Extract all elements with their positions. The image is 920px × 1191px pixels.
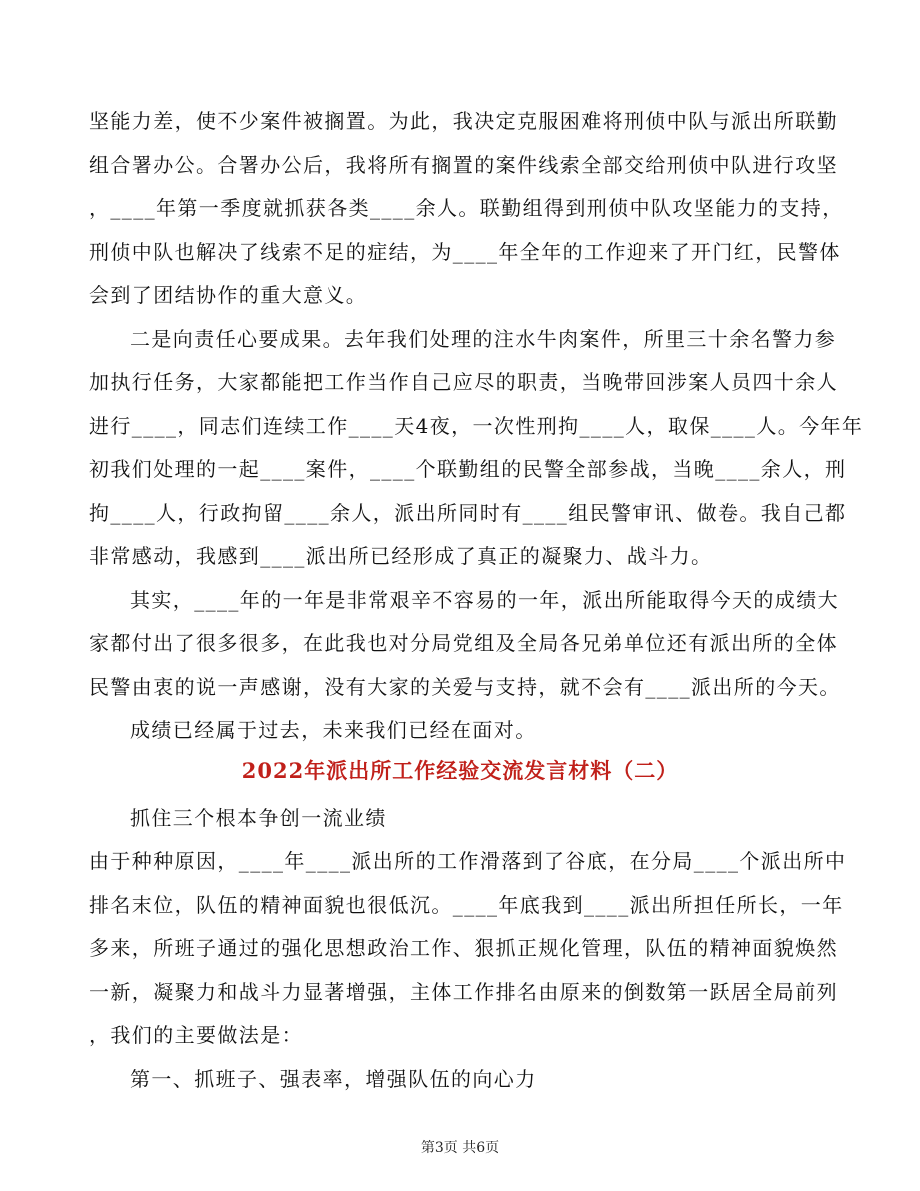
paragraph-line: ，我们的主要做法是：: [89, 1023, 303, 1047]
paragraph-line: 拘____人，行政拘留____余人，派出所同时有____组民警审讯、做卷。我自己都: [89, 501, 847, 525]
paragraph-line: 二是向责任心要成果。去年我们处理的注水牛肉案件，所里三十余名警力参: [130, 327, 837, 351]
paragraph-line: 初我们处理的一起____案件，____个联勤组的民警全部参战，当晚____余人，刑: [89, 457, 847, 481]
paragraph-line: 坚能力差，使不少案件被搁置。为此，我决定克服困难将刑侦中队与派出所联勤: [89, 109, 838, 133]
paragraph-line: 民警由衷的说一声感谢，没有大家的关爱与支持，就不会有____派出所的今天。: [89, 675, 841, 699]
paragraph-line: 其实，____年的一年是非常艰辛不容易的一年，派出所能取得今天的成绩大: [130, 588, 839, 612]
paragraph-line: 加执行任务，大家都能把工作当作自己应尽的职责，当晚带回涉案人员四十余人: [89, 370, 838, 394]
paragraph-line: 抓住三个根本争创一流业绩: [130, 806, 387, 830]
paragraph-line: 成绩已经属于过去，未来我们已经在面对。: [130, 718, 537, 742]
paragraph-line: 排名末位，队伍的精神面貌也很低沉。____年底我到____派出所担任所长，一年: [89, 893, 844, 917]
paragraph-line: 进行____，同志们连续工作____天4夜，一次性刑拘____人，取保____人。今年年: [89, 414, 864, 438]
paragraph-line: ，____年第一季度就抓获各类____余人。联勤组得到刑侦中队攻坚能力的支持，: [89, 196, 844, 220]
paragraph-line: 会到了团结协作的重大意义。: [89, 283, 368, 307]
section-title: 2022年派出所工作经验交流发言材料（二）: [241, 758, 679, 783]
paragraph-line: 由于种种原因，____年____派出所的工作滑落到了谷底，在分局____个派出所中: [89, 849, 847, 873]
paragraph-line: 一新，凝聚力和战斗力显著增强，主体工作排名由原来的倒数第一跃居全局前列: [89, 980, 838, 1004]
paragraph-line: 非常感动，我感到____派出所已经形成了真正的凝聚力、战斗力。: [89, 544, 713, 568]
paragraph-line: 多来，所班子通过的强化思想政治工作、狠抓正规化管理，队伍的精神面貌焕然: [89, 936, 838, 960]
paragraph-line: 第一、抓班子、强表率，增强队伍的向心力: [130, 1067, 537, 1091]
page-number: 第3页 共6页: [420, 1140, 500, 1156]
paragraph-line: 刑侦中队也解决了线索不足的症结，为____年全年的工作迎来了开门红，民警体: [89, 240, 841, 264]
paragraph-line: 家都付出了很多很多，在此我也对分局党组及全局各兄弟单位还有派出所的全体: [89, 631, 838, 655]
paragraph-line: 组合署办公。合署办公后，我将所有搁置的案件线索全部交给刑侦中队进行攻坚: [89, 153, 838, 177]
